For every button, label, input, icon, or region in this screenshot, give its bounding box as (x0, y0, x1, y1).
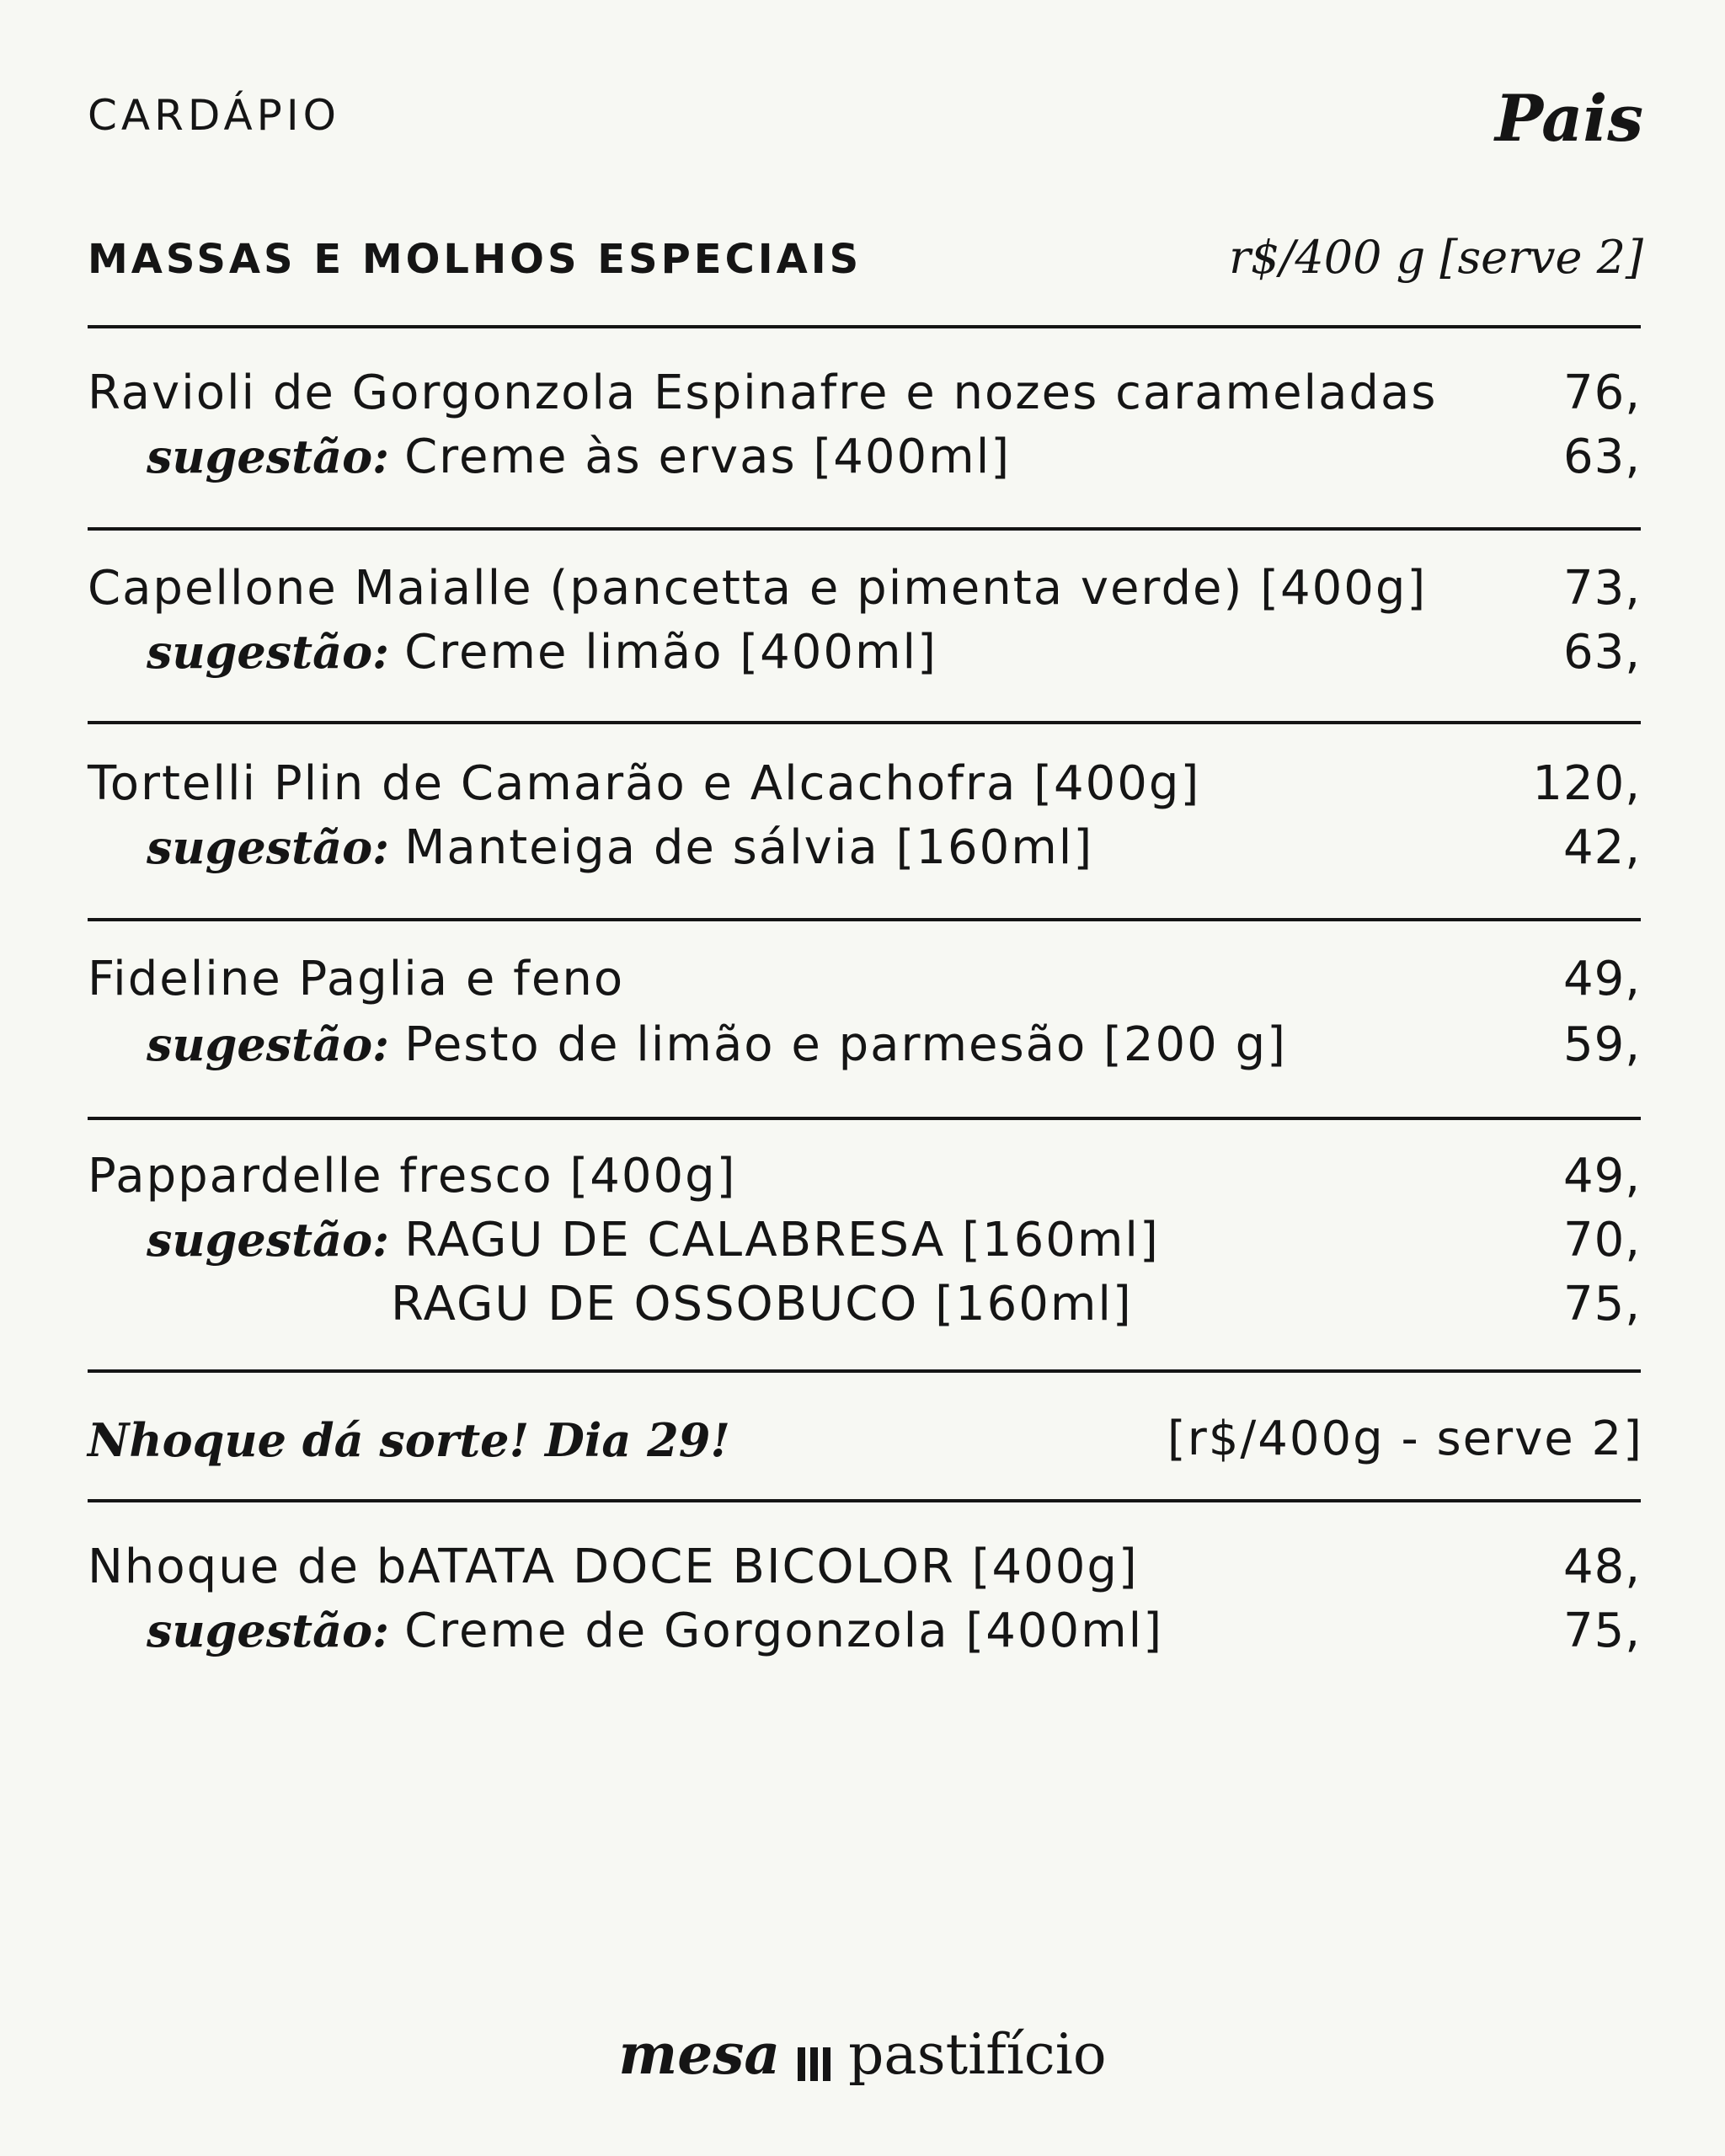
menu-label: CARDÁPIO (88, 91, 340, 140)
sauce-suggestion (88, 625, 1641, 689)
sauce-price: 63, (1562, 625, 1641, 680)
brand-bold: mesa (618, 2021, 781, 2087)
bars-icon (795, 2027, 833, 2092)
divider (88, 918, 1641, 921)
item-price: 76, (1562, 366, 1641, 420)
section-title: MASSAS E MOLHOS ESPECIAIS (88, 236, 862, 283)
brand-regular: pastifício (848, 2022, 1107, 2087)
menu-item (88, 1540, 1641, 1604)
suggestion-label: sugestão: (147, 820, 390, 874)
sauce-name: RAGU DE CALABRESA [160ml] (404, 1213, 1160, 1267)
divider (88, 721, 1641, 724)
menu-item (88, 952, 1641, 1016)
suggestion-label: sugestão: (147, 430, 390, 483)
suggestion-label: sugestão: (147, 1213, 390, 1267)
sauce-name: RAGU DE OSSOBUCO [160ml] (391, 1277, 1133, 1331)
suggestion-label: sugestão: (147, 625, 390, 679)
item-name: Fideline Paglia e feno (88, 952, 625, 1006)
item-name: Capellone Maialle (pancetta e pimenta verde) [400g] (88, 561, 1428, 616)
nhoque-section-title: Nhoque dá sorte! Dia 29! (88, 1413, 731, 1467)
section-price-unit: r$/400 g [serve 2] (1229, 231, 1643, 284)
divider (88, 527, 1641, 531)
menu-item (88, 561, 1641, 625)
sauce-price: 59, (1562, 1017, 1641, 1072)
sauce-suggestion (88, 430, 1641, 494)
sauce-suggestion (88, 1604, 1641, 1668)
item-price: 120, (1532, 756, 1641, 811)
sauce-price: 63, (1562, 430, 1641, 484)
item-name: Tortelli Plin de Camarão e Alcachofra [400g] (88, 756, 1201, 811)
nhoque-price-unit: [r$/400g - serve 2] (1167, 1412, 1643, 1466)
divider (88, 325, 1641, 328)
sauce-name: Manteiga de sálvia [160ml] (404, 820, 1094, 875)
sauce-price: 70, (1562, 1213, 1641, 1267)
divider (88, 1117, 1641, 1120)
divider (88, 1369, 1641, 1373)
suggestion-label: sugestão: (147, 1017, 390, 1071)
menu-item (88, 366, 1641, 430)
item-price: 49, (1562, 1149, 1641, 1203)
sauce-suggestion (88, 1017, 1641, 1081)
suggestion-label: sugestão: (147, 1604, 390, 1657)
item-name: Pappardelle fresco [400g] (88, 1149, 737, 1203)
sauce-name: Creme limão [400ml] (404, 625, 937, 680)
item-price: 48, (1562, 1540, 1641, 1594)
sauce-name: Creme às ervas [400ml] (404, 430, 1012, 484)
item-name: Ravioli de Gorgonzola Espinafre e nozes carameladas (88, 366, 1438, 420)
divider (88, 1499, 1641, 1502)
brand-logo (0, 2021, 1725, 2092)
sauce-price: 75, (1562, 1604, 1641, 1658)
menu-variant-title: Pais (1494, 81, 1643, 156)
item-price: 73, (1562, 561, 1641, 616)
item-price: 49, (1562, 952, 1641, 1006)
sauce-name: Creme de Gorgonzola [400ml] (404, 1604, 1164, 1658)
item-name: Nhoque de bATATA DOCE BICOLOR [400g] (88, 1540, 1139, 1594)
sauce-name: Pesto de limão e parmesão [200 g] (404, 1017, 1287, 1072)
menu-item (88, 1149, 1641, 1213)
menu-item (88, 756, 1641, 820)
sauce-suggestion (88, 1277, 1641, 1341)
sauce-price: 75, (1562, 1277, 1641, 1331)
sauce-suggestion (88, 820, 1641, 884)
sauce-price: 42, (1562, 820, 1641, 875)
sauce-suggestion (88, 1213, 1641, 1277)
